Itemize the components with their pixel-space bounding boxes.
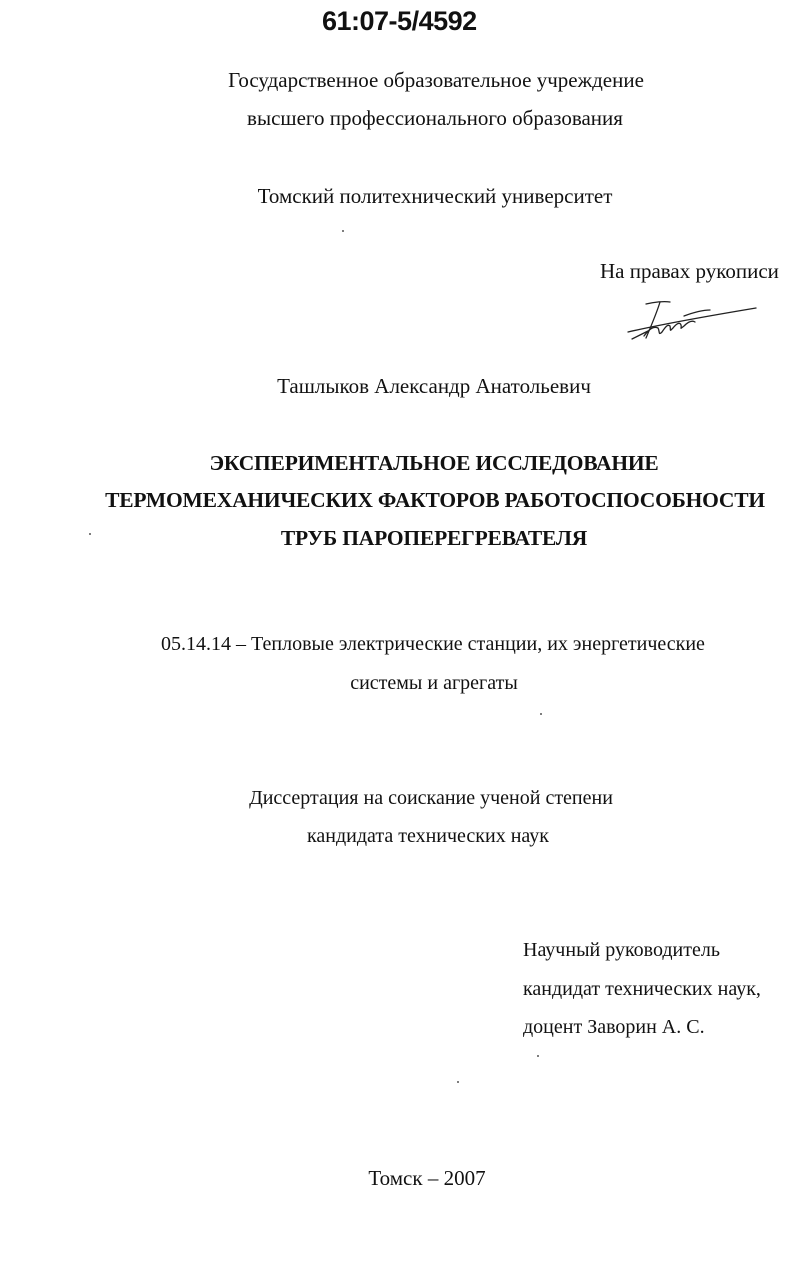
- institution-line-2: высшего профессионального образования: [247, 106, 623, 130]
- scan-speck: [537, 1055, 539, 1057]
- scan-speck: [540, 713, 542, 715]
- scan-speck: [89, 533, 91, 535]
- author-name: Ташлыков Александр Анатольевич: [277, 374, 591, 398]
- scan-speck: [457, 1081, 459, 1083]
- specialty-line-2: системы и агрегаты: [350, 672, 518, 694]
- university-name: Томский политехнический университет: [257, 184, 613, 208]
- handwritten-signature: [624, 298, 759, 344]
- advisor-line-1: Научный руководитель: [523, 939, 720, 961]
- rights-note: На правах рукописи: [600, 259, 779, 283]
- degree-line-1: Диссертация на соискание ученой степени: [249, 787, 613, 809]
- thesis-title-line-2: ТЕРМОМЕХАНИЧЕСКИХ ФАКТОРОВ РАБОТОСПОСОБНОСТИ: [105, 488, 765, 512]
- advisor-line-3: доцент Заворин А. С.: [523, 1016, 705, 1038]
- thesis-title-line-1: ЭКСПЕРИМЕНТАЛЬНОЕ ИССЛЕДОВАНИЕ: [209, 451, 659, 475]
- scan-speck: [342, 230, 344, 232]
- degree-line-2: кандидата технических наук: [306, 825, 550, 847]
- place-year: Томск – 2007: [368, 1166, 486, 1190]
- specialty-line-1: 05.14.14 – Тепловые электрические станции, их энергетические: [161, 633, 705, 655]
- advisor-line-2: кандидат технических наук,: [523, 978, 761, 1000]
- institution-line-1: Государственное образовательное учреждение: [228, 68, 644, 92]
- thesis-title-line-3: ТРУБ ПАРОПЕРЕГРЕВАТЕЛЯ: [280, 526, 588, 550]
- catalog-number: 61:07-5/4592: [322, 6, 477, 36]
